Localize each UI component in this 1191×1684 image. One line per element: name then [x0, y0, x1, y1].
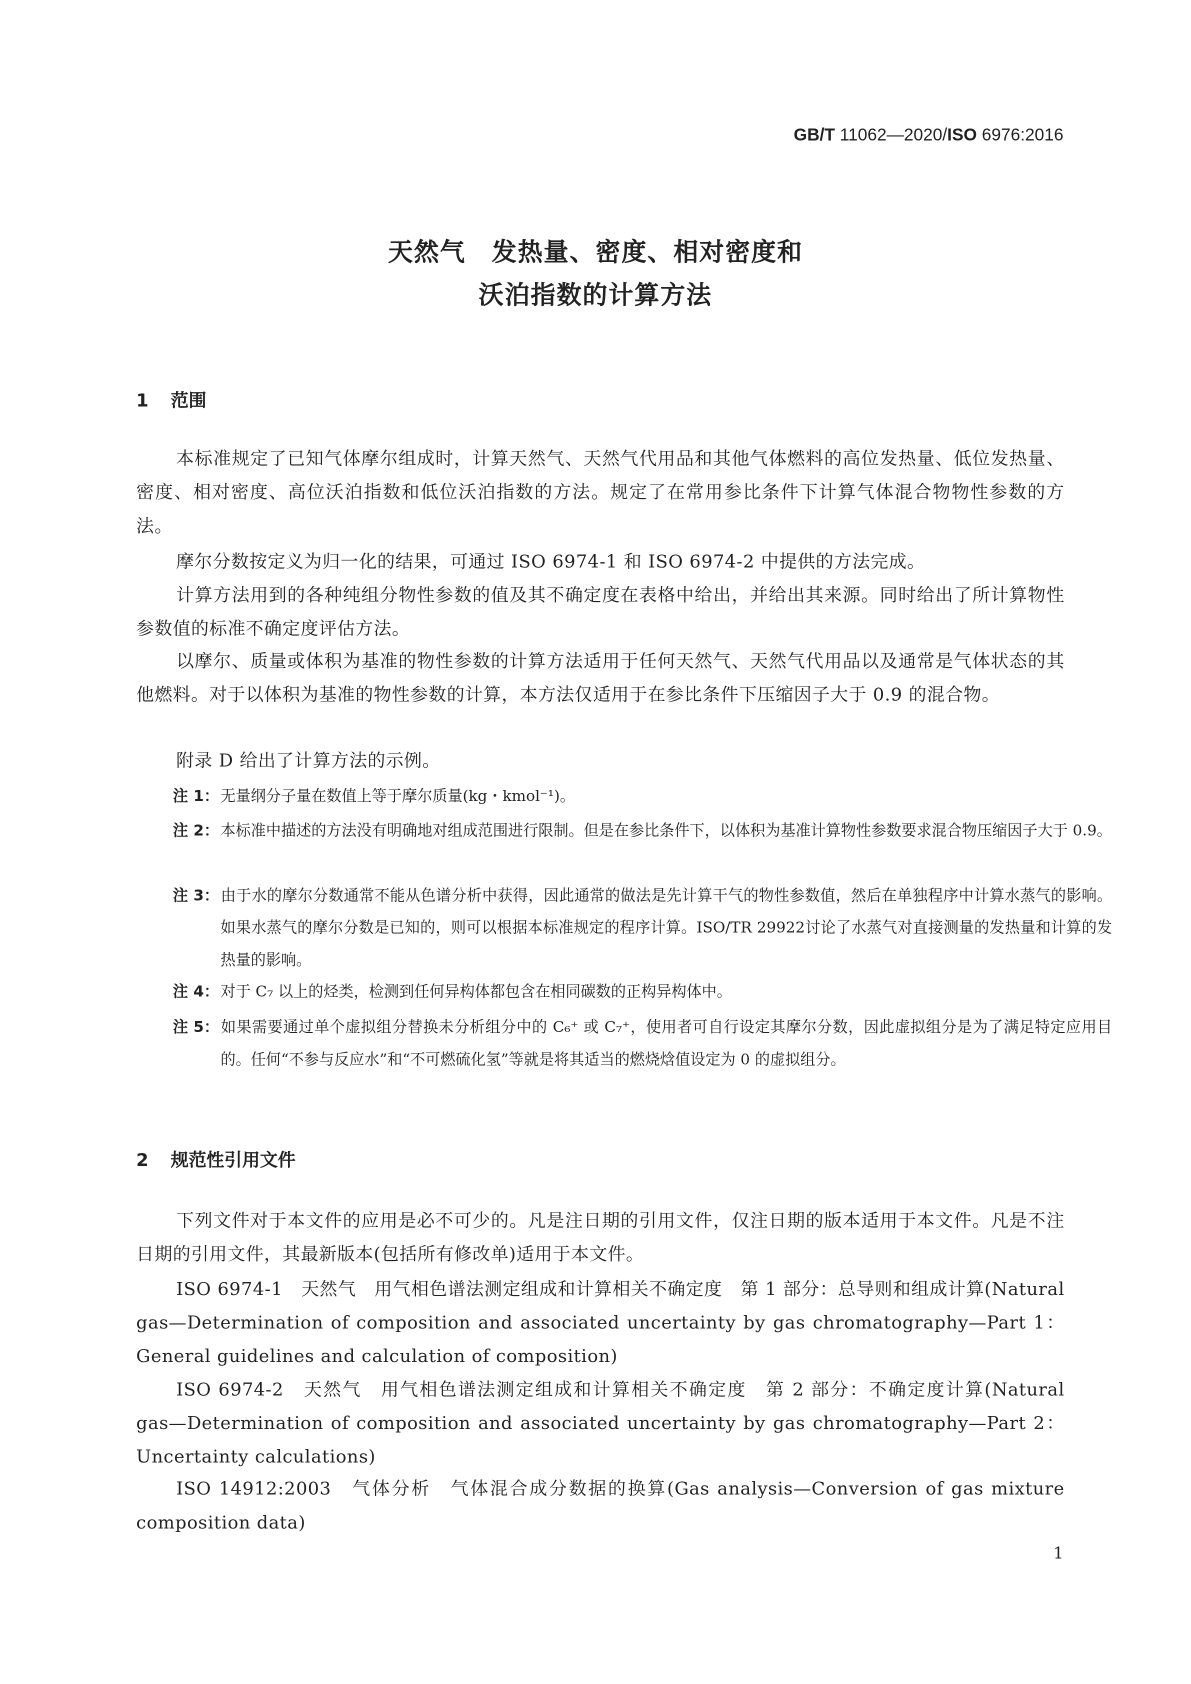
section-2-heading: 2 规范性引用文件	[136, 1149, 296, 1171]
title-line-2: 沃泊指数的计算方法	[478, 282, 713, 311]
paragraph: 摩尔分数按定义为归一化的结果，可通过 ISO 6974-1 和 ISO 6974-2 中提供的方法完成。	[176, 551, 926, 572]
note-3: 注 3：由于水的摩尔分数通常不能从色谱分析中获得，因此通常的做法是先计算干气的物性参数值，然后在单独程序中计算水蒸气的影响。如果水蒸气的摩尔分数是已知的，则可以根据本标准规定的程序计算。ISO/TR 29922讨论了水蒸气对直接测量的发热量和计算的发热量的影响。	[172, 887, 1113, 970]
paragraph: 下列文件对于本文件的应用是必不可少的。凡是注日期的引用文件，仅注日期的版本适用于本文件。凡是不注日期的引用文件，其最新版本(包括所有修改单)适用于本文件。	[136, 1210, 1065, 1265]
paragraph: 附录 D 给出了计算方法的示例。	[176, 750, 441, 771]
standard-code-header: GB/T 11062—2020/ISO 6976:2016	[793, 126, 1064, 145]
paragraph: 计算方法用到的各种纯组分物性参数的值及其不确定度在表格中给出，并给出其来源。同时给出了所计算物性参数值的标准不确定度评估方法。	[136, 584, 1065, 639]
paragraph: 以摩尔、质量或体积为基准的物性参数的计算方法适用于任何天然气、天然气代用品以及通常是气体状态的其他燃料。对于以体积为基准的物性参数的计算，本方法仅适用于在参比条件下压缩因子大于 0.9 的混合物。	[136, 650, 1065, 705]
reference-iso-6974-2: ISO 6974-2 天然气 用气相色谱法测定组成和计算相关不确定度 第 2 部分：不确定度计算(Natural gas—Determination of composition and associated uncertainty by gas chromatography—Part 2：Uncertainty calculations)	[136, 1379, 1065, 1467]
reference-iso-14912: ISO 14912:2003 气体分析 气体混合成分数据的换算(Gas analysis—Conversion of gas mixture composition data)	[136, 1478, 1065, 1533]
title-line-1: 天然气 发热量、密度、相对密度和	[388, 238, 804, 267]
reference-iso-6974-1: ISO 6974-1 天然气 用气相色谱法测定组成和计算相关不确定度 第 1 部分：总导则和组成计算(Natural gas—Determination of composition and associated uncertainty by gas chromatography—Part 1：General guidelines and calculation of composition)	[136, 1278, 1065, 1367]
note-2: 注 2：本标准中描述的方法没有明确地对组成范围进行限制。但是在参比条件下，以体积为基准计算物性参数要求混合物压缩因子大于 0.9。	[172, 822, 1112, 840]
section-1-heading: 1 范围	[136, 390, 207, 411]
note-4: 注 4：对于 C₇ 以上的烃类，检测到任何异构体都包含在相同碳数的正构异构体中。	[172, 983, 732, 1001]
paragraph: 本标准规定了已知气体摩尔组成时，计算天然气、天然气代用品和其他气体燃料的高位发热量、低位发热量、密度、相对密度、高位沃泊指数和低位沃泊指数的方法。规定了在常用参比条件下计算气体混合物物性参数的方法。	[136, 448, 1065, 537]
page-number: 1	[1053, 1543, 1064, 1563]
note-1: 注 1：无量纲分子量在数值上等于摩尔质量(kg・kmol⁻¹)。	[172, 787, 576, 806]
note-5: 注 5：如果需要通过单个虚拟组分替换未分析组分中的 C₆⁺ 或 C₇⁺，使用者可自行设定其摩尔分数，因此虚拟组分是为了满足特定应用目的。任何“不参与反应水”和“不可燃硫化氢”等就是将其适当的燃烧焓值设定为 0 的虚拟组分。	[172, 1019, 1113, 1069]
